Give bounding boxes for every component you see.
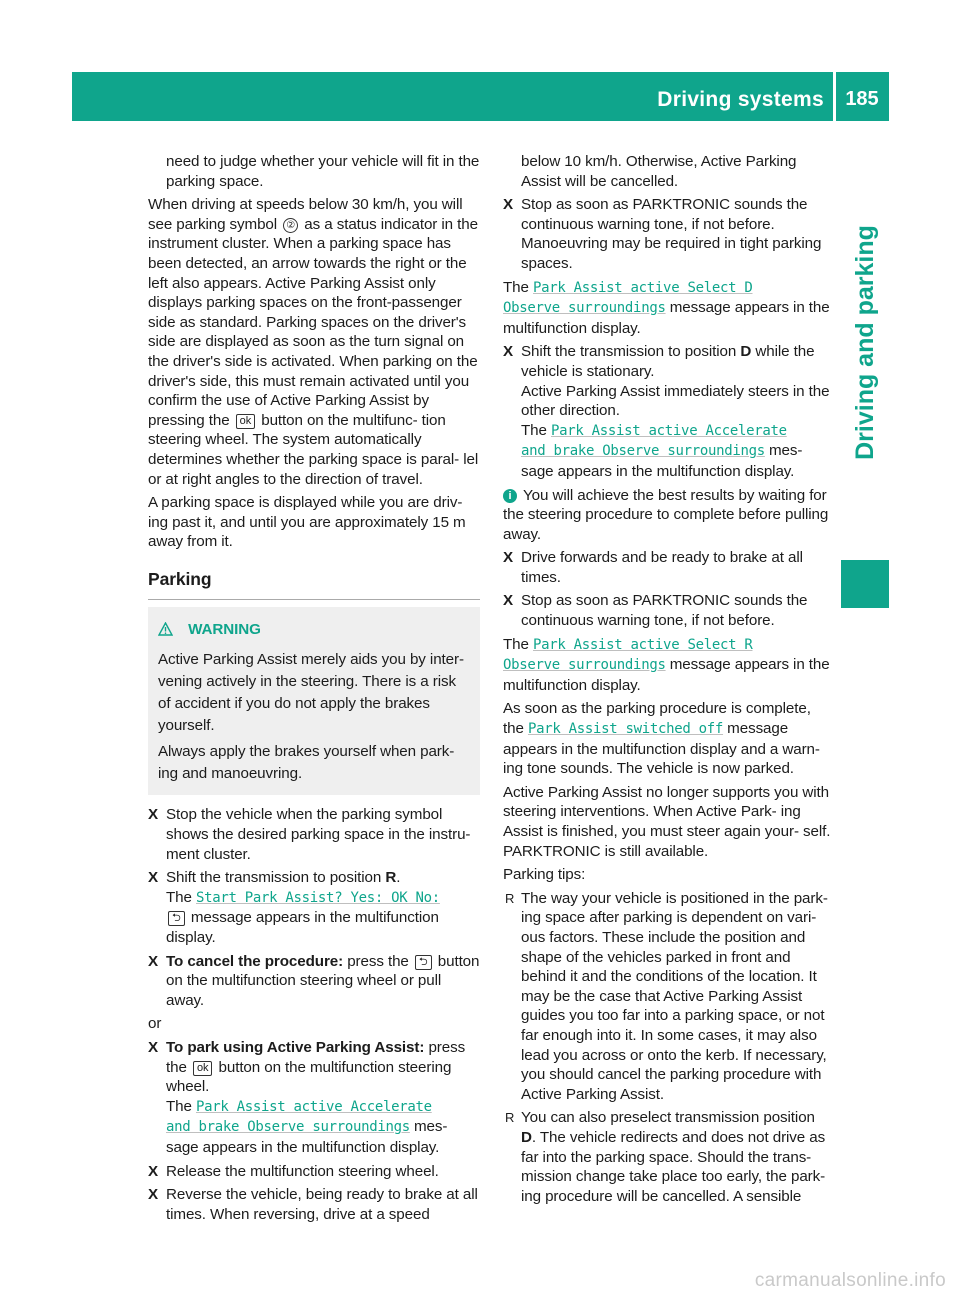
- warning-title: WARNING: [188, 621, 261, 639]
- step-marker-icon: X: [503, 549, 514, 567]
- text: press the: [347, 952, 409, 970]
- warning-triangle-icon: [158, 621, 173, 643]
- step-title: To park using Active Parking Assist:: [166, 1039, 425, 1056]
- display-message: Park Assist active Select R: [533, 636, 753, 653]
- gear-position: D: [521, 1128, 532, 1146]
- text: Shift the transmission to position: [521, 343, 737, 361]
- text: As soon as the parking procedure is complete, the: [503, 700, 811, 738]
- display-message: Park Assist switched off: [527, 721, 724, 738]
- text: Shift the transmission to position: [166, 869, 382, 887]
- text: button on the multifunction steering wheel or pull away.: [166, 952, 480, 1009]
- text: The: [503, 635, 529, 653]
- text: The way your vehicle is positioned in the park- ing space after parking is dependent on vari- ous factors. These include the position and shape of the vehicles parked in front and behind it and the conditions of the location. It may be the case that Active Parking Assist guides you too far into a parking space, or not far enough into it. In some cases, it may also lead you across or onto the kerb. If necessary, you should cancel the parking procedure with Active Parking Assist.: [521, 889, 828, 1103]
- step-marker-icon: X: [503, 196, 514, 214]
- text: When driving at speeds below 30 km/h, you will see parking symbol: [148, 196, 463, 233]
- chapter-tab: [841, 122, 889, 562]
- paragraph: [148, 195, 480, 489]
- text: Stop as soon as PARKTRONIC sounds the continuous warning tone, if not before. Manoeuvring may be required in tight parking spaces.: [521, 196, 822, 272]
- text: button on the multifunc- tion steering wheel. The system automatically determines whether the parking space is paral- lel or at right angles to the direction of travel.: [148, 411, 479, 488]
- section-heading: Parking: [148, 570, 480, 601]
- text: message appears in the multifunction display and a warn- ing tone sounds. The vehicle is now parked.: [503, 720, 820, 778]
- display-message: Observe surroundings: [503, 657, 666, 674]
- warning-header: [158, 619, 470, 643]
- paragraph: [503, 699, 835, 778]
- display-message: Park Assist active Accelerate: [551, 422, 787, 439]
- step-item: [148, 1162, 480, 1182]
- paragraph: need to judge whether your vehicle will fit in the parking space.: [166, 153, 480, 190]
- step-item: [503, 342, 835, 481]
- chapter-tab-label: Driving and parking: [850, 224, 879, 460]
- text: message appears in the multifunction display.: [166, 909, 439, 947]
- ok-key-icon: ok: [193, 1061, 212, 1076]
- step-marker-icon: X: [148, 1039, 159, 1056]
- warning-box: [148, 607, 480, 795]
- display-message: Park Assist active Select D: [533, 279, 753, 296]
- bullet-item: [503, 1108, 835, 1206]
- bullet-marker-icon: R: [505, 1110, 515, 1126]
- step-item: [148, 805, 480, 864]
- step-item: [503, 548, 835, 587]
- back-key-icon: ⮌: [415, 955, 432, 970]
- step-title: To cancel the procedure:: [166, 952, 344, 970]
- text: button on the multifunction steering wheel.: [166, 1058, 452, 1096]
- step-marker-icon: X: [148, 952, 159, 970]
- paragraph: A parking space is displayed while you are driv- ing past it, and until you are approximately 15 m away from it.: [148, 494, 466, 551]
- paragraph: Parking tips:: [503, 866, 586, 884]
- text: while the vehicle is stationary.: [521, 343, 815, 380]
- step-item: X Shift the transmission to position R. The Start Park Assist? Yes: OK No: ⮌ message appears in the multifunction display.: [148, 869, 440, 947]
- text: Stop the vehicle when the parking symbol shows the desired parking space in the instru- ment cluster.: [166, 806, 471, 863]
- text: mes- sage appears in the multifunction display.: [521, 442, 803, 480]
- text: You can also preselect transmission position: [521, 1109, 815, 1127]
- right-column: [503, 152, 835, 1210]
- chapter-marker: [841, 560, 889, 608]
- watermark: carmanualsonline.info: [754, 1270, 946, 1291]
- text: You will achieve the best results by waiting for the steering procedure to complete before pulling away.: [503, 486, 829, 543]
- bullet-marker-icon: R: [505, 890, 515, 906]
- text: Release the multifunction steering wheel.: [166, 1162, 439, 1180]
- display-message: Start Park Assist? Yes: OK No:: [196, 889, 440, 906]
- step-item: [503, 591, 835, 630]
- text: Active Parking Assist immediately steers in the other direction.: [521, 382, 830, 420]
- display-message: and brake Observe surroundings: [521, 443, 765, 460]
- step-item: [148, 1038, 480, 1158]
- left-column: [148, 152, 480, 1228]
- gear-position: D: [740, 343, 752, 361]
- display-message: Park Assist active Accelerate: [196, 1098, 432, 1115]
- step-marker-icon: X: [148, 869, 159, 887]
- paragraph: below 10 km/h. Otherwise, Active Parking Assist will be cancelled.: [521, 153, 797, 190]
- step-marker-icon: X: [503, 343, 514, 361]
- step-marker-icon: X: [148, 1186, 159, 1204]
- step-marker-icon: X: [148, 806, 159, 824]
- text: Reverse the vehicle, being ready to brake at all times. When reversing, drive at a speed: [166, 1186, 478, 1223]
- section-title: Driving systems: [657, 88, 824, 111]
- info-icon: i: [503, 489, 517, 503]
- paragraph: [503, 635, 835, 696]
- step-marker-icon: X: [148, 1162, 159, 1180]
- text: Drive forwards and be ready to brake at all times.: [521, 549, 803, 586]
- text: The: [503, 278, 529, 296]
- text: as a status indicator in the instrument cluster. When a parking space has been detected, an arrow towards the right or the left also appears. Active Parking Assist only displays parking spaces on the front-passenger side as standard. Parking spaces on the driver's side are displayed as soon as the turn signal on the driver's side is activated. When parking on the driver's side, this must remain activated until you confirm the use of Active Parking Assist by pressing the: [148, 215, 478, 429]
- gear-position: R: [385, 869, 397, 887]
- paragraph: Active Parking Assist no longer supports you with steering interventions. When Active Park- ing Assist is finished, you must steer again your- self. PARKTRONIC is still available.: [503, 783, 831, 860]
- step-item: [503, 195, 835, 273]
- paragraph: [503, 278, 835, 339]
- text: mes- sage appears in the multifunction display.: [166, 1118, 448, 1156]
- text: . The vehicle redirects and does not drive as far into the parking space. Should the trans- mission change take place too early, the park- ing procedure will be cancelled. A sensible: [521, 1128, 826, 1205]
- text: The: [166, 888, 192, 906]
- ok-key-icon: ok: [236, 414, 255, 429]
- text: The: [166, 1097, 192, 1115]
- step-item: [148, 1185, 480, 1224]
- text: press the: [166, 1039, 466, 1076]
- back-key-icon: ⮌: [168, 911, 185, 926]
- display-message: Observe surroundings: [503, 300, 666, 317]
- bullet-item: [503, 889, 835, 1105]
- step-marker-icon: X: [503, 592, 514, 610]
- warning-text: Always apply the brakes yourself when park- ing and manoeuvring.: [158, 743, 455, 783]
- text: The: [521, 421, 547, 439]
- warning-text: Active Parking Assist merely aids you by inter- vening actively in the steering. There is a risk of accident if you do not apply the brakes yourself.: [158, 651, 464, 735]
- text: Stop as soon as PARKTRONIC sounds the continuous warning tone, if not before.: [521, 592, 808, 630]
- circled-2-icon: ②: [283, 218, 298, 233]
- info-note: [503, 486, 835, 545]
- step-item: [148, 952, 480, 1011]
- display-message: and brake Observe surroundings: [166, 1119, 410, 1136]
- page-number: 185: [845, 88, 879, 110]
- text: message appears in the multifunction display.: [503, 656, 830, 694]
- header-divider: [833, 72, 836, 121]
- paragraph: or: [148, 1015, 162, 1033]
- text: message appears in the multifunction display.: [503, 299, 830, 337]
